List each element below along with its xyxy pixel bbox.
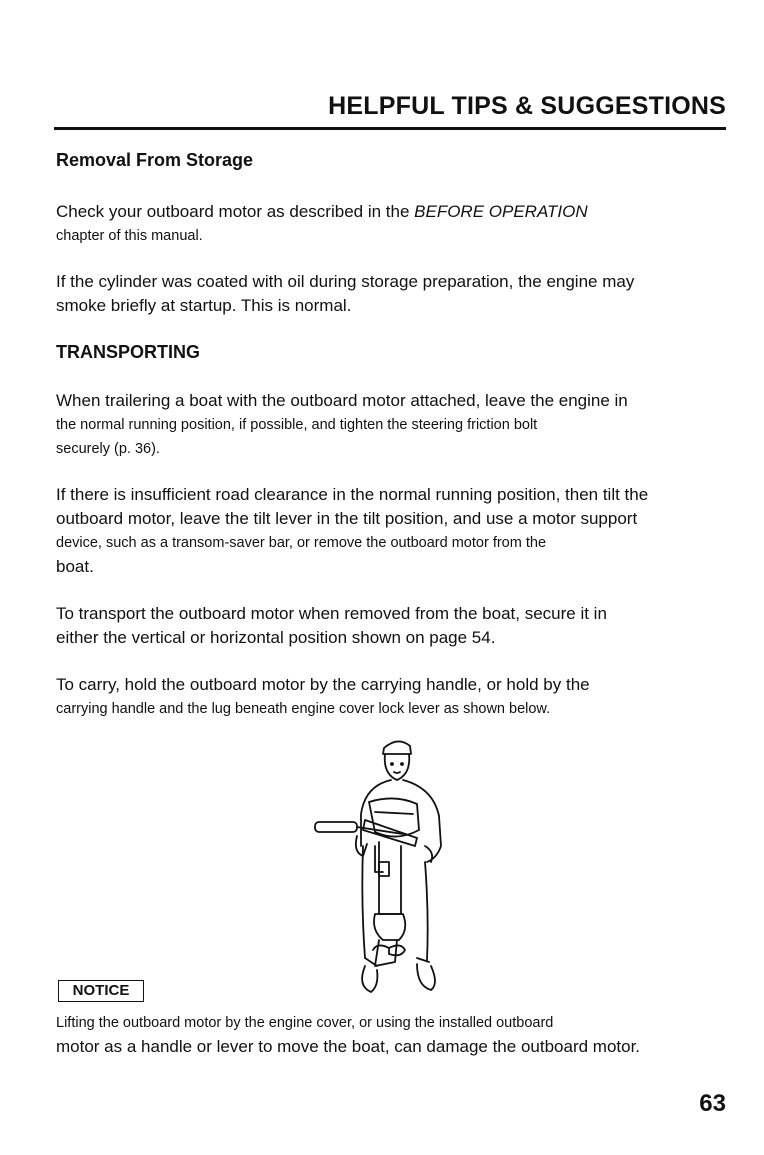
page-header-title: HELPFUL TIPS & SUGGESTIONS — [328, 92, 726, 120]
paragraph-line: securely (p. 36). — [56, 441, 160, 457]
paragraph-road-clearance — [56, 483, 726, 579]
paragraph-line: the normal running position, if possible, and tighten the steering friction bolt — [56, 417, 538, 433]
notice-label-box: NOTICE — [58, 980, 144, 1002]
text-before-operation: BEFORE OPERATION — [414, 202, 588, 221]
paragraph-trailering — [56, 389, 726, 461]
paragraph-line: Lifting the outboard motor by the engine cover, or using the installed outboard — [56, 1015, 554, 1031]
paragraph-transport-removed — [56, 602, 726, 650]
paragraph-line: carrying handle and the lug beneath engine cover lock lever as shown below. — [56, 701, 551, 717]
person-carrying-outboard-motor-illustration — [305, 734, 455, 1002]
paragraph-line: When trailering a boat with the outboard motor attached, leave the engine in — [56, 391, 628, 410]
text-check-motor: Check your outboard motor as described in the — [56, 202, 415, 221]
paragraph-carry — [56, 673, 726, 721]
paragraph-line: device, such as a transom-saver bar, or remove the outboard motor from the — [56, 535, 547, 551]
paragraph-line: smoke briefly at startup. This is normal. — [56, 296, 352, 315]
paragraph-line: chapter of this manual. — [56, 228, 203, 244]
heading-transporting: TRANSPORTING — [56, 342, 200, 362]
paragraph-line: To transport the outboard motor when removed from the boat, secure it in — [56, 604, 607, 623]
header-rule — [54, 127, 726, 130]
paragraph-line: boat. — [56, 557, 94, 576]
paragraph-line: motor as a handle or lever to move the boat, can damage the outboard motor. — [56, 1037, 641, 1056]
paragraph-cylinder-oil — [56, 270, 726, 318]
heading-removal-from-storage: Removal From Storage — [56, 150, 254, 170]
paragraph-line: outboard motor, leave the tilt lever in the tilt position, and use a motor support — [56, 509, 638, 528]
paragraph-line — [56, 200, 726, 224]
paragraph-line: either the vertical or horizontal position shown on page 54. — [56, 628, 496, 647]
notice-text — [56, 1011, 726, 1059]
paragraph-check-motor — [56, 200, 726, 248]
paragraph-line: If the cylinder was coated with oil during storage preparation, the engine may — [56, 272, 635, 291]
page-number: 63 — [699, 1090, 726, 1117]
paragraph-line: To carry, hold the outboard motor by the carrying handle, or hold by the — [56, 675, 590, 694]
paragraph-line: If there is insufficient road clearance in the normal running position, then tilt the — [56, 485, 649, 504]
